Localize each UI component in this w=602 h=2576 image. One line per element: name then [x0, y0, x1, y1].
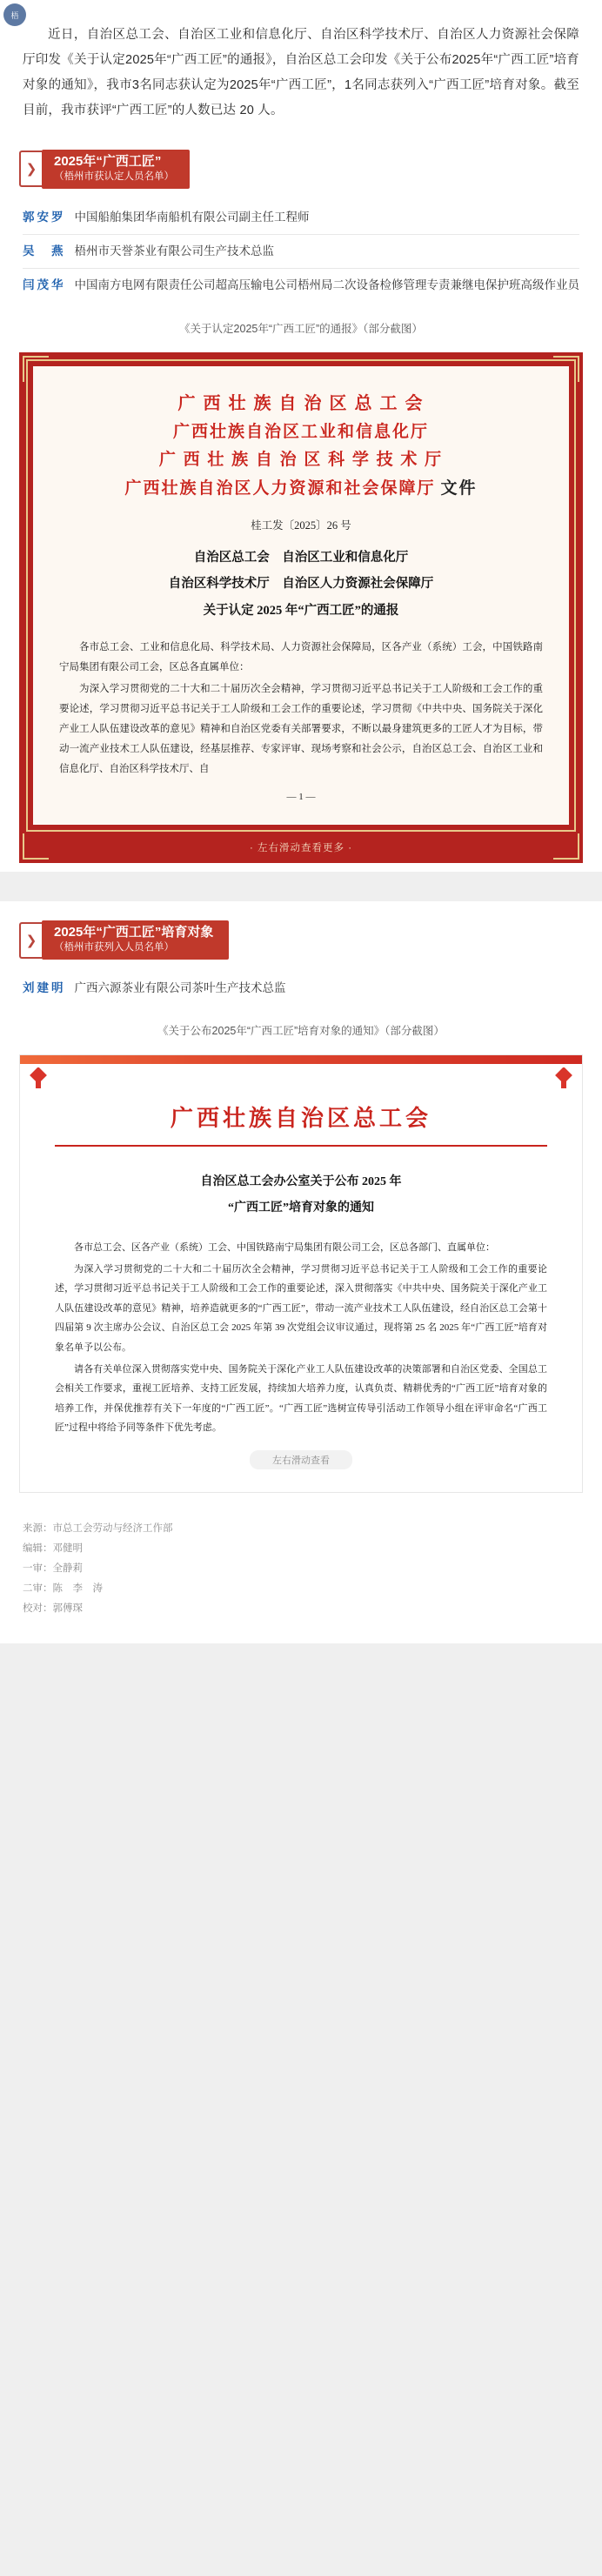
- list-item: [23, 972, 579, 1005]
- list-item: [23, 269, 579, 302]
- footer-line: 二审：陈 李 涛: [23, 1582, 103, 1594]
- document-paragraph: 请各有关单位深入贯彻落实党中央、国务院关于深化产业工人队伍建设改革的决策部署和自治区党委、全国总工会相关工作要求，重视工匠培养、支持工匠发展，持续加大培养力度，认真负责、精耕优秀的“广西工匠”培育对象的培养工作，并保优推荐有关下一年度的“广西工匠”。“广西工匠”选树宣传导引活动工作领导小组在评审命名“广西工匠”过程中将给予同等条件下优先考虑。: [55, 1363, 547, 1434]
- document-frame: [26, 359, 576, 832]
- person-name: 吴 燕: [23, 244, 66, 258]
- document-title: [59, 545, 543, 624]
- section-guangxi-craftsman: [0, 130, 602, 189]
- corner-ornament-icon: [23, 833, 49, 860]
- document-paper: [33, 366, 569, 825]
- document-body: [59, 638, 543, 779]
- section-divider: [0, 872, 602, 901]
- document-image-2[interactable]: [19, 1054, 583, 1492]
- person-name: 闫茂华: [23, 278, 66, 292]
- document-paragraph: 各市总工会、区各产业（系统）工会、中国铁路南宁局集团有限公司工会，区总各部门、直属单位：: [74, 1242, 495, 1254]
- document-title: [55, 1169, 547, 1221]
- document-paper: [20, 1064, 582, 1491]
- document-title-line-1: 自治区总工会 自治区工业和信息化厅: [193, 550, 409, 565]
- document-letterhead: 广西壮族自治区总工会: [55, 1101, 547, 1147]
- letterhead-wenjian: 文件: [440, 478, 478, 498]
- letterhead-line-2: 广西壮族自治区工业和信息化厅: [172, 422, 429, 441]
- person-name: 郭安罗: [23, 210, 66, 224]
- document-paragraph: 各市总工会、工业和信息化局、科学技术局、人力资源社会保障局，区各产业（系统）工会，中国铁路南宁局集团有限公司工会，区总各直属单位：: [59, 642, 543, 673]
- swipe-hint: · 左右滑动查看更多 ·: [249, 843, 353, 854]
- article-footer: [0, 1502, 602, 1643]
- person-name: 刘建明: [23, 980, 66, 994]
- person-org: 中国南方电网有限责任公司超高压输电公司梧州局二次设备检修管理专责兼继电保护班高级作业员: [74, 278, 579, 292]
- footer-line: 校对：郭傅琛: [23, 1602, 83, 1614]
- chinese-knot-icon: [29, 1067, 48, 1090]
- intro-paragraph: 近日，自治区总工会、自治区工业和信息化厅、自治区科学技术厅、自治区人力资源社会保障厅印发《关于认定2025年“广西工匠”的通报》，自治区总工会印发《关于公布2025年“广西工匠”培育对象的通知》，我市3名同志获认定为2025年“广西工匠”，1名同志获列入“广西工匠”培育对象。截至目前，我市获评“广西工匠”的人数已达 20 人。: [23, 28, 579, 117]
- chinese-knot-icon: [554, 1067, 573, 1090]
- list-item: [23, 201, 579, 235]
- document-body: [55, 1238, 547, 1437]
- document-title-line-1: 自治区总工会办公室关于公布 2025 年: [200, 1175, 402, 1189]
- letterhead-line-1: 广 西 壮 族 自 治 区 总 工 会: [177, 393, 425, 413]
- section1-banner-label: [42, 150, 190, 189]
- section1-name-list: [0, 194, 602, 306]
- section2-caption: 《关于公布2025年“广西工匠”培育对象的通知》（部分截图）: [157, 1025, 445, 1038]
- letterhead-line-4: 广西壮族自治区人力资源和社会保障厅 文件: [124, 478, 478, 498]
- swipe-hint: 左右滑动查看: [250, 1450, 352, 1469]
- footer-line: 一审：全静莉: [23, 1562, 83, 1574]
- section2-name-list: [0, 965, 602, 1008]
- section-craftsman-trainee: [0, 901, 602, 960]
- chevron-right-icon: ❯: [19, 922, 42, 959]
- chevron-right-icon: ❯: [19, 151, 42, 187]
- person-org: 广西六源茶业有限公司茶叶生产技术总监: [74, 980, 286, 994]
- list-item: [23, 235, 579, 269]
- person-org: 梧州市天誉茶业有限公司生产技术总监: [74, 244, 274, 258]
- section1-subtitle: （梧州市获认定人员名单）: [54, 171, 174, 183]
- section2-title: 2025年“广西工匠”培育对象: [54, 925, 214, 940]
- document-image-1[interactable]: [19, 352, 583, 863]
- floating-badge[interactable]: 梧: [3, 3, 26, 26]
- section1-title: 2025年“广西工匠”: [54, 154, 162, 169]
- footer-line: 来源：市总工会劳动与经济工作部: [23, 1522, 173, 1534]
- document-paragraph: 为深入学习贯彻党的二十大和二十届历次全会精神，学习贯彻习近平总书记关于工人阶级和工会工作的重要论述，学习贯彻习近平总书记关于工人阶级和工会工作的重要论述，深入贯彻落实《中共中央、国务院关于深化产业工人队伍建设改革的意见》精神，培养造就更多的“广西工匠”，带动一流产业技术工人队伍建设，经自治区总工会第十四届第 9 次主席办公会议、自治区总工会 2025 年第 39 次党组会议审议通过，现将第 25 名 2025 年“广西工匠”培育对象名单予以公布。: [55, 1263, 547, 1353]
- document-title-line-2: “广西工匠”培育对象的通知: [228, 1201, 374, 1214]
- section1-banner: [19, 150, 583, 189]
- letterhead-line-3: 广 西 壮 族 自 治 区 科 学 技 术 厅: [158, 451, 444, 470]
- section2-banner-label: [42, 920, 229, 960]
- section2-banner: [19, 920, 583, 960]
- document-letterhead: [59, 389, 543, 503]
- document-title-line-2: 自治区科学技术厅 自治区人力资源社会保障厅: [168, 577, 434, 592]
- document-number: 桂工发〔2025〕26 号: [251, 519, 351, 532]
- document-paragraph: 为深入学习贯彻党的二十大和二十届历次全会精神，学习贯彻习近平总书记关于工人阶级和工会工作的重要论述，学习贯彻习近平总书记关于工人阶级和工会工作的重要论述，学习贯彻《中共中央、国务院关于深化产业工人队伍建设改革的意见》精神和自治区党委有关部署要求，不断以最身建筑更多的工匠人才为目标，带动一流产业技术工人队伍建设，经基层推荐、专家评审、现场考察和社会公示，自治区总工会、自治区工业和信息化厅、自治区科学技术厅、自: [59, 684, 543, 775]
- section1-caption: 《关于认定2025年“广西工匠”的通报》（部分截图）: [179, 322, 423, 335]
- corner-ornament-icon: [553, 833, 579, 860]
- footer-line: 编辑：邓健明: [23, 1542, 83, 1554]
- document-page-number: — 1 —: [286, 792, 316, 803]
- section2-subtitle: （梧州市获列入人员名单）: [54, 942, 174, 953]
- document-top-bar: [20, 1055, 582, 1064]
- person-org: 中国船舶集团华南船机有限公司副主任工程师: [74, 210, 310, 224]
- document-title-line-3: 关于认定 2025 年“广西工匠”的通报: [203, 603, 399, 618]
